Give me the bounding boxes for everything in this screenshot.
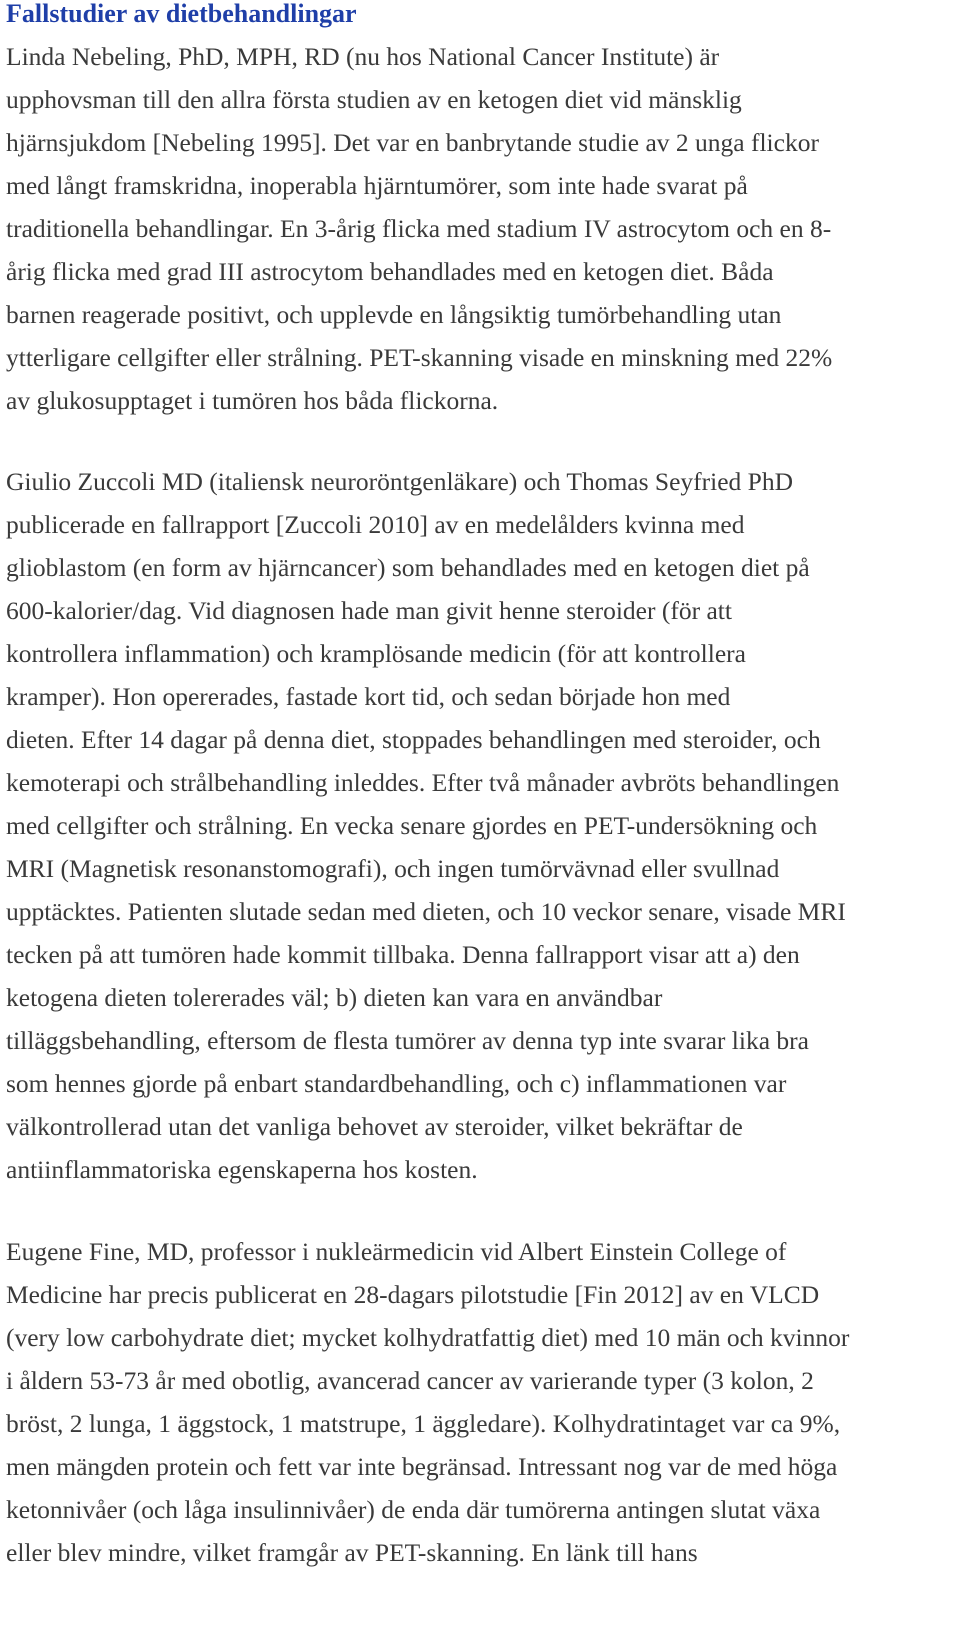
paragraph-line: publicerade en fallrapport [Zuccoli 2010] av en medelålders kvinna med	[6, 510, 745, 539]
paragraph-line: MRI (Magnetisk resonanstomografi), och ingen tumörvävnad eller svullnad	[6, 854, 780, 883]
paragraph-line: Giulio Zuccoli MD (italiensk neuroröntgenläkare) och Thomas Seyfried PhD	[6, 467, 794, 496]
paragraph-line: traditionella behandlingar. En 3-årig flicka med stadium IV astrocytom och en 8-	[6, 214, 832, 243]
paragraph-line: välkontrollerad utan det vanliga behovet av steroider, vilket bekräftar de	[6, 1112, 743, 1141]
paragraph-nebeling	[6, 35, 956, 422]
paragraph-line: kontrollera inflammation) och kramplösande medicin (för att kontrollera	[6, 639, 746, 668]
paragraph-line: som hennes gjorde på enbart standardbehandling, och c) inflammationen var	[6, 1069, 787, 1098]
paragraph-line: ytterligare cellgifter eller strålning. PET-skanning visade en minskning med 22%	[6, 343, 833, 372]
paragraph-line: 600-kalorier/dag. Vid diagnosen hade man givit henne steroider (för att	[6, 596, 732, 625]
paragraph-line: eller blev mindre, vilket framgår av PET-skanning. En länk till hans	[6, 1538, 698, 1567]
paragraph-line: årig flicka med grad III astrocytom behandlades med en ketogen diet. Båda	[6, 257, 774, 286]
paragraph-line: upphovsman till den allra första studien av en ketogen diet vid mänsklig	[6, 85, 742, 114]
paragraph-fine	[6, 1230, 956, 1574]
paragraph-line: kemoterapi och strålbehandling inleddes. Efter två månader avbröts behandlingen	[6, 768, 840, 797]
paragraph-line: hjärnsjukdom [Nebeling 1995]. Det var en banbrytande studie av 2 unga flickor	[6, 128, 819, 157]
paragraph-line: i åldern 53-73 år med obotlig, avancerad cancer av varierande typer (3 kolon, 2	[6, 1366, 814, 1395]
paragraph-line: barnen reagerade positivt, och upplevde en långsiktig tumörbehandling utan	[6, 300, 782, 329]
paragraph-line: med cellgifter och strålning. En vecka senare gjordes en PET-undersökning och	[6, 811, 818, 840]
paragraph-line: med långt framskridna, inoperabla hjärntumörer, som inte hade svarat på	[6, 171, 748, 200]
paragraph-line: antiinflammatoriska egenskaperna hos kosten.	[6, 1155, 478, 1184]
paragraph-line: dieten. Efter 14 dagar på denna diet, stoppades behandlingen med steroider, och	[6, 725, 821, 754]
paragraph-line: kramper). Hon opererades, fastade kort tid, och sedan började hon med	[6, 682, 731, 711]
paragraph-line: bröst, 2 lunga, 1 äggstock, 1 matstrupe, 1 äggledare). Kolhydratintaget var ca 9%,	[6, 1409, 841, 1438]
paragraph-line: glioblastom (en form av hjärncancer) som behandlades med en ketogen diet på	[6, 553, 810, 582]
paragraph-line: men mängden protein och fett var inte begränsad. Intressant nog var de med höga	[6, 1452, 838, 1481]
paragraph-line: tecken på att tumören hade kommit tillbaka. Denna fallrapport visar att a) den	[6, 940, 800, 969]
paragraph-line: ketonnivåer (och låga insulinnivåer) de enda där tumörerna antingen slutat växa	[6, 1495, 821, 1524]
paragraph-zuccoli	[6, 460, 956, 1191]
paragraph-line: Medicine har precis publicerat en 28-dagars pilotstudie [Fin 2012] av en VLCD	[6, 1280, 820, 1309]
section-title: Fallstudier av dietbehandlingar	[6, 0, 357, 28]
paragraph-line: Eugene Fine, MD, professor i nukleärmedicin vid Albert Einstein College of	[6, 1237, 787, 1266]
document-page	[6, 0, 956, 1574]
paragraph-line: av glukosupptaget i tumören hos båda flickorna.	[6, 386, 499, 415]
paragraph-line: ketogena dieten tolererades väl; b) dieten kan vara en användbar	[6, 983, 663, 1012]
paragraph-line: upptäcktes. Patienten slutade sedan med dieten, och 10 veckor senare, visade MRI	[6, 897, 846, 926]
paragraph-line: Linda Nebeling, PhD, MPH, RD (nu hos National Cancer Institute) är	[6, 42, 720, 71]
paragraph-line: tilläggsbehandling, eftersom de flesta tumörer av denna typ inte svarar lika bra	[6, 1026, 809, 1055]
paragraph-line: (very low carbohydrate diet; mycket kolhydratfattig diet) med 10 män och kvinnor	[6, 1323, 850, 1352]
